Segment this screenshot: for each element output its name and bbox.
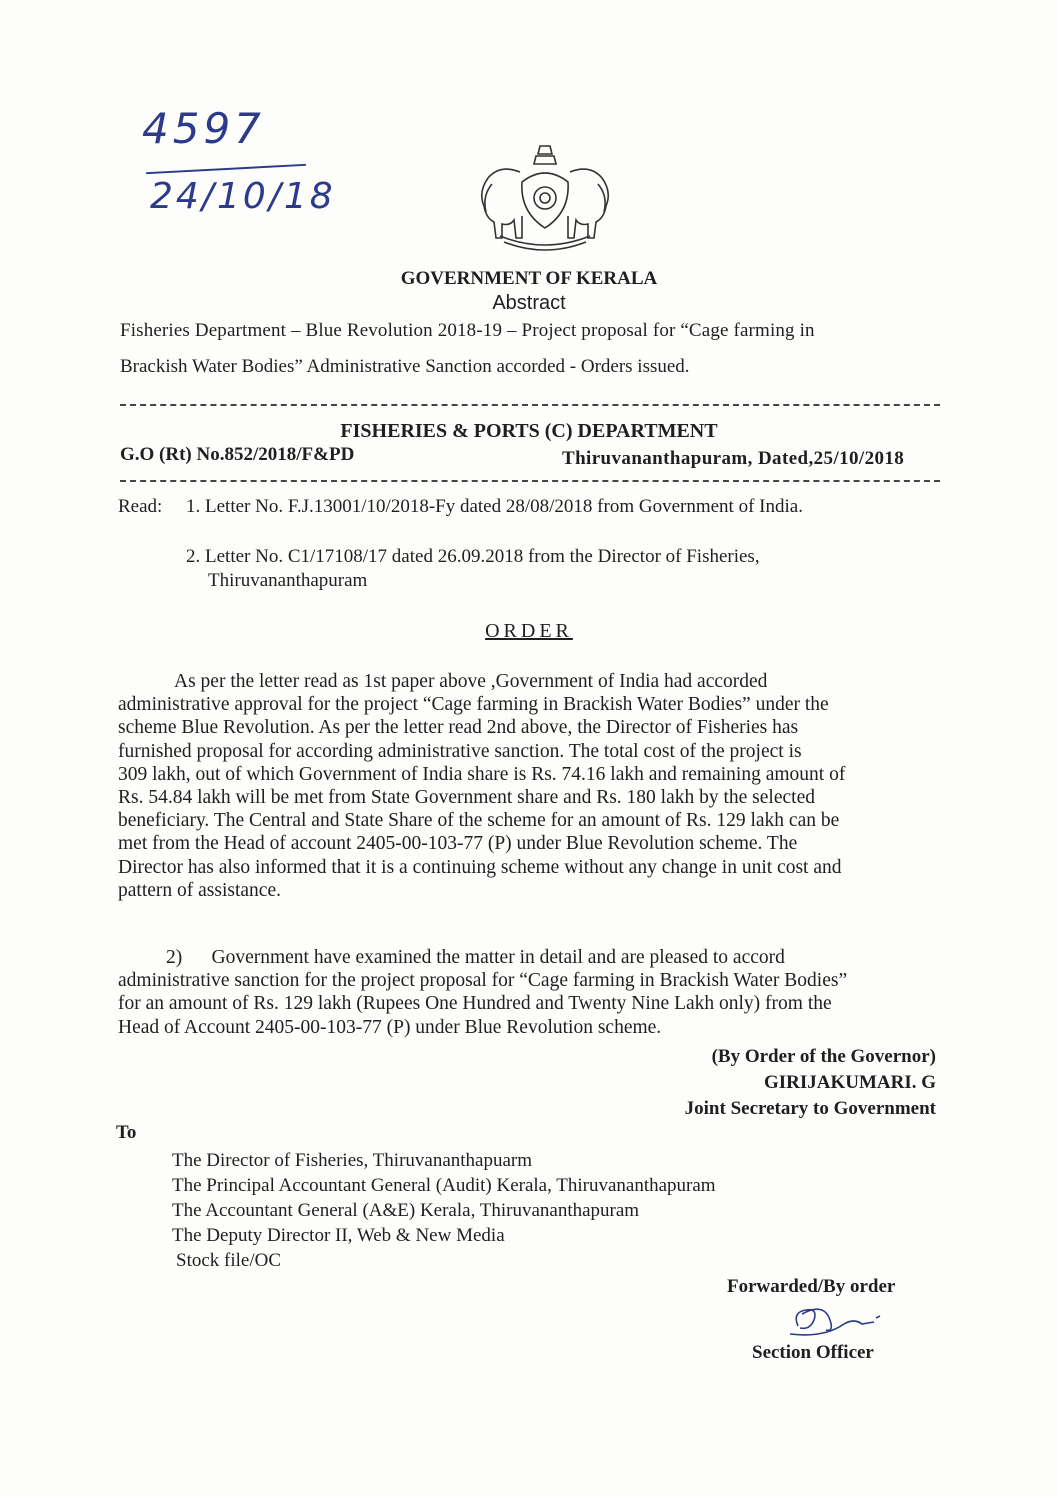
read-item-1: 1. Letter No. F.J.13001/10/2018-Fy dated 28/08/2018 from Government of India. — [186, 496, 803, 517]
department-heading: FISHERIES & PORTS (C) DEPARTMENT — [340, 420, 718, 442]
read-item-2-line-1: 2. Letter No. C1/17108/17 dated 26.09.2018 from the Director of Fisheries, — [186, 546, 760, 567]
forwarded-line: Forwarded/By order — [727, 1276, 896, 1297]
recipient: The Deputy Director II, Web & New Media — [172, 1225, 505, 1246]
kerala-emblem — [470, 142, 620, 252]
paragraph-1-line: 309 lakh, out of which Government of India share is Rs. 74.16 lakh and remaining amount of — [118, 763, 846, 785]
paragraph-1-line: administrative approval for the project “Cage farming in Brackish Water Bodies” under the — [118, 694, 829, 716]
paragraph-1-line: As per the letter read as 1st paper above ,Government of India had accorded — [174, 671, 768, 692]
paragraph-2-line: for an amount of Rs. 129 lakh (Rupees One Hundred and Twenty Nine Lakh only) from the — [118, 993, 832, 1015]
go-number: G.O (Rt) No.852/2018/F&PD — [120, 444, 355, 465]
subject-line-1: Fisheries Department – Blue Revolution 2018-19 – Project proposal for “Cage farming in — [120, 320, 815, 341]
paragraph-2-line: 2) Government have examined the matter in detail and are pleased to accord — [166, 947, 785, 968]
divider-top — [120, 404, 940, 406]
paragraph-1-line: furnished proposal for according administrative sanction. The total cost of the project is — [118, 740, 802, 762]
paragraph-1-line: scheme Blue Revolution. As per the letter read 2nd above, the Director of Fisheries has — [118, 717, 799, 739]
paragraph-1-line: Director has also informed that it is a continuing scheme without any change in unit cost and — [118, 856, 842, 878]
paragraph-2-line: Head of Account 2405-00-103-77 (P) under Blue Revolution scheme. — [118, 1016, 662, 1038]
government-heading: GOVERNMENT OF KERALA — [400, 268, 658, 289]
paragraph-1-line: beneficiary. The Central and State Share of the scheme for an amount of Rs. 129 lakh can be — [118, 810, 840, 832]
paragraph-2-line: administrative sanction for the project proposal for “Cage farming in Brackish Water Bodies” — [118, 970, 848, 992]
paragraph-1-line: Rs. 54.84 lakh will be met from State Government share and Rs. 180 lakh by the selected — [118, 787, 815, 809]
handwritten-date: 24/10/18 — [150, 176, 336, 217]
signatory-designation: Joint Secretary to Government — [684, 1098, 936, 1119]
to-label: To — [116, 1122, 137, 1143]
paragraph-1-line: met from the Head of account 2405-00-103-77 (P) under Blue Revolution scheme. The — [118, 833, 798, 855]
recipient: Stock file/OC — [176, 1250, 282, 1271]
place-date: Thiruvananthapuram, Dated,25/10/2018 — [562, 448, 905, 469]
divider-bottom — [120, 480, 940, 482]
recipients-list — [172, 1148, 716, 1273]
handwritten-number: 4597 — [142, 104, 265, 153]
recipient: The Accountant General (A&E) Kerala, Thiruvananthapuram — [172, 1200, 640, 1221]
order-paragraph-2 — [118, 946, 938, 1039]
read-item-2-line-2: Thiruvananthapuram — [208, 570, 368, 591]
paragraph-1-line: pattern of assistance. — [118, 879, 281, 901]
read-label: Read: — [118, 496, 163, 517]
order-title: ORDER — [485, 620, 573, 642]
recipient: The Director of Fisheries, Thiruvananthapuarm — [172, 1150, 533, 1171]
signatory-name: GIRIJAKUMARI. G — [763, 1072, 936, 1093]
abstract-heading: Abstract — [492, 292, 566, 314]
order-paragraph-1 — [118, 670, 938, 902]
section-officer-label: Section Officer — [752, 1342, 874, 1363]
handwritten-divider — [146, 164, 306, 174]
by-order-line: (By Order of the Governor) — [711, 1046, 936, 1067]
section-officer-signature — [784, 1300, 884, 1347]
subject-line-2: Brackish Water Bodies” Administrative Sanction accorded - Orders issued. — [120, 356, 690, 377]
recipient: The Principal Accountant General (Audit) Kerala, Thiruvananthapuram — [172, 1175, 716, 1196]
